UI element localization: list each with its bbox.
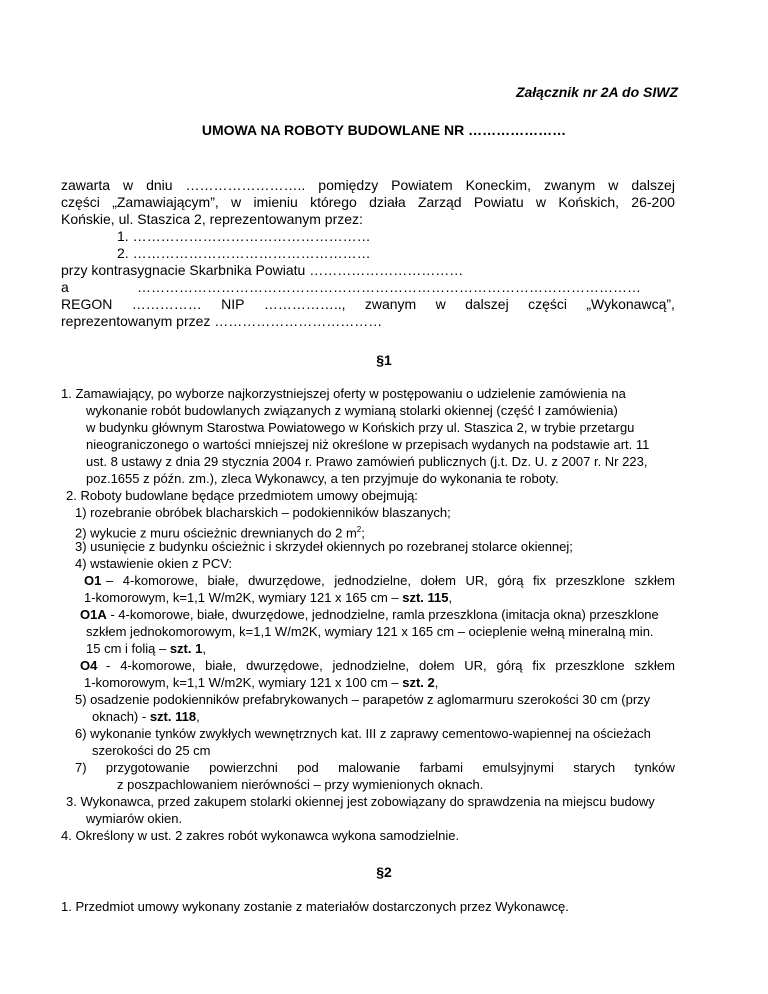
word: dołem [419, 658, 455, 673]
s1-p1-line2: wykonanie robót budowlanych związanych z wymianą stolarki okiennej (część I zamówienia) [86, 403, 618, 418]
word: NIP [221, 296, 245, 312]
word: w [123, 177, 134, 193]
word: dwurzędowe, [248, 573, 325, 588]
word: powierzchni [209, 760, 278, 775]
word: fix [533, 573, 547, 588]
word: REGON [61, 296, 113, 312]
word: dołem [420, 573, 456, 588]
word: zwanym [364, 296, 417, 312]
window-o1a-line1: O1A - 4-komorowe, białe, dwurzędowe, jednodzielne, ramla przeszklona (imitacja okna) przeszklone [80, 607, 659, 622]
word: pomiędzy [318, 177, 379, 193]
preamble-line-1 [61, 177, 675, 194]
s1-p1-line3: w budynku głównym Starostwa Powiatowego w Końskich przy ul. Staszica 2, w trybie przetargu [86, 420, 635, 435]
word: emulsyjnymi [482, 760, 554, 775]
word: Powiatu [473, 194, 524, 210]
word: w [608, 177, 619, 193]
document-title: UMOWA NA ROBOTY BUDOWLANE NR ………………… [201, 122, 567, 138]
window-o1a-line3: 15 cm i folią – szt. 1, [86, 641, 206, 656]
word: Koneckim, [465, 177, 531, 193]
word: przeszklone [555, 658, 625, 673]
word: białe, [207, 573, 239, 588]
s2-p1: 1. Przedmiot umowy wykonany zostanie z materiałów dostarczonych przez Wykonawcę. [61, 899, 569, 914]
window-code-o4: O4 [80, 658, 98, 673]
window-o4-quantity: szt. 2 [402, 675, 435, 690]
word: białe, [205, 658, 237, 673]
word: …………….., [263, 296, 346, 312]
work-item-3: 3) usunięcie z budynku ościeżnic i skrzydeł okiennych po rozebranej stolarce okiennej; [75, 539, 573, 554]
s1-p1-line6: poz.1655 z późn. zm.), zleca Wykonawcy, a ten przyjmuje do wykonania te roboty. [86, 471, 559, 486]
word: …………… [131, 296, 202, 312]
word: – [106, 573, 114, 588]
word: 26-200 [631, 194, 675, 210]
word: w [435, 296, 446, 312]
annex-label: Załącznik nr 2A do SIWZ [515, 84, 678, 100]
word: 4-komorowe, [120, 658, 196, 673]
sills-quantity: szt. 118 [149, 709, 197, 724]
s1-p4: 4. Określony w ust. 2 zakres robót wykonawca wykona samodzielnie. [61, 828, 460, 843]
signatory-2: 2. …………………………………………… [117, 245, 371, 261]
preamble-line-6 [61, 296, 675, 313]
word: działa [369, 194, 406, 210]
window-o1-quantity: szt. 115 [402, 590, 449, 605]
word: tynków [634, 760, 675, 775]
word: górą [496, 658, 523, 673]
work-item-5-line2: oknach) - szt. 118, [92, 709, 200, 724]
word: „Zamawiającym”, [112, 194, 219, 210]
word: Zarząd [417, 194, 462, 210]
word: szkłem [634, 573, 675, 588]
word: dwurzędowe, [246, 658, 323, 673]
word: imieniu [253, 194, 298, 210]
s1-p2: 2. Roboty budowlane będące przedmiotem umowy obejmują: [66, 488, 418, 503]
work-item-5-line1: 5) osadzenie podokienników prefabrykowanych – parapetów z aglomarmuru szerokości 30 cm (przy [75, 692, 651, 707]
window-code-o1a: O1A [80, 607, 107, 622]
word: zwanym [543, 177, 596, 193]
word: Końskich, [558, 194, 620, 210]
work-item-4: 4) wstawienie okien z PCV: [75, 556, 233, 571]
word: w [535, 194, 547, 210]
word: fix [532, 658, 546, 673]
word: górą [497, 573, 524, 588]
s1-p1-line1: 1. Zamawiający, po wyborze najkorzystniejszej oferty w postępowaniu o udzielenie zamówienia na [61, 386, 626, 401]
s1-p3-line1: 3. Wykonawca, przed zakupem stolarki okiennej jest zobowiązany do sprawdzenia na miejscu budowy [66, 794, 655, 809]
preamble-line-3: Końskie, ul. Staszica 2, reprezentowanym przez: [61, 211, 363, 227]
treasurer-countersign: przy kontrasygnacie Skarbnika Powiatu …………………………… [61, 262, 464, 278]
word: malowanie [338, 760, 401, 775]
s1-p1-line4: nieograniczonego o wartości mniejszej niż określone w przepisach wydanych na podstawie art. 11 [86, 437, 650, 452]
word: - [106, 658, 111, 673]
word: przygotowanie [105, 760, 190, 775]
window-o1-line2: 1-komorowym, k=1,1 W/m2K, wymiary 121 x 165 cm – szt. 115, [84, 590, 453, 605]
preamble-line-7: reprezentowanym przez ……………………………… [61, 313, 383, 329]
work-item-2: 2) wykucie z muru ościeżnic drewnianych do 2 $m^2$; [75, 525, 365, 541]
word: części [61, 194, 100, 210]
s1-p3-line2: wymiarów okien. [86, 811, 183, 826]
word: …………………….. [185, 177, 306, 193]
word: szkłem [634, 658, 675, 673]
window-o1-line1 [106, 573, 675, 589]
word: UR, [464, 658, 487, 673]
word: dalszej [465, 296, 509, 312]
word: jednodzielne, [332, 658, 410, 673]
word: farbami [419, 760, 463, 775]
work-item-6-line2: szerokości do 25 cm [92, 743, 211, 758]
contractor-name-blank: ……………………………………………………………………………………………… [137, 279, 641, 295]
word: dniu [146, 177, 173, 193]
work-item-1: 1) rozebranie obróbek blacharskich – podokienników blaszanych; [75, 505, 451, 520]
word: „Wykonawcą”, [586, 296, 675, 312]
word: dalszej [631, 177, 675, 193]
word: w [231, 194, 242, 210]
word: przeszklone [555, 573, 625, 588]
work-item-6-line1: 6) wykonanie tynków zwykłych wewnętrznych kat. III z zaprawy cementowo-wapiennej na ościeżach [75, 726, 651, 741]
window-o1a-quantity: szt. 1 [169, 641, 203, 656]
word: części [528, 296, 567, 312]
window-o4-line1 [106, 658, 675, 674]
window-o1a-line2: szkłem jednokomorowym, k=1,1 W/m2K, wymiary 121 x 165 cm – ocieplenie wełną mineralną min. [86, 624, 654, 639]
word: UR, [465, 573, 488, 588]
work-item-7-line2: z poszpachlowaniem nierówności – przy wymienionych oknach. [117, 777, 484, 792]
word: którego [310, 194, 357, 210]
word: starych [573, 760, 616, 775]
contractor-letter: a [61, 279, 69, 295]
section-1-heading: §1 [376, 352, 392, 368]
s1-p1-line5: ust. 8 ustawy z dnia 29 stycznia 2004 r. Prawo zamówień publicznych (j.t. Dz. U. z 2007 r. Nr 223, [86, 454, 648, 469]
work-item-7-line1 [75, 760, 675, 776]
section-2-heading: §2 [376, 864, 392, 880]
word: 7) [75, 760, 87, 775]
signatory-1: 1. …………………………………………… [117, 228, 371, 244]
word: Powiatem [391, 177, 453, 193]
word: 4-komorowe, [122, 573, 198, 588]
window-o4-line2: 1-komorowym, k=1,1 W/m2K, wymiary 121 x 100 cm – szt. 2, [84, 675, 439, 690]
word: pod [297, 760, 319, 775]
preamble-line-2 [61, 194, 675, 211]
word: zawarta [61, 177, 111, 193]
word: jednodzielne, [334, 573, 411, 588]
window-code-o1: O1 [84, 573, 102, 588]
